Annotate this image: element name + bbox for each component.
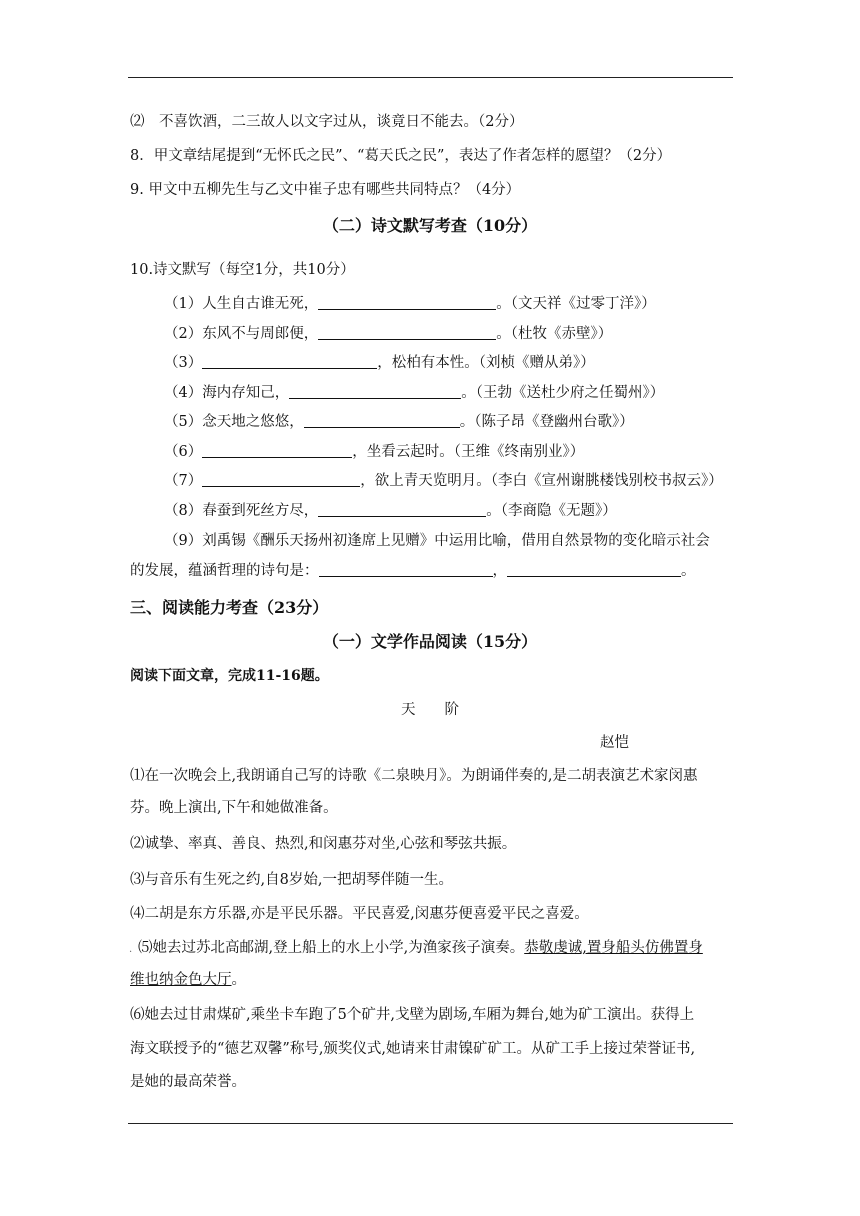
answer-blank[interactable] bbox=[202, 354, 377, 369]
paragraph-2: ⑵诚挚、率真、善良、热烈,和闵惠芬对坐,心弦和琴弦共振。 bbox=[130, 836, 517, 852]
article-title: 天 阶 bbox=[401, 702, 459, 718]
paragraph-text: 。 bbox=[231, 972, 246, 988]
paragraph-text: ⑸她去过苏北高邮湖,登上船上的水上小学,为渔家孩子演奏。 bbox=[138, 940, 525, 956]
item-source: ，松柏有本性。（刘桢《赠从弟》） bbox=[377, 355, 595, 371]
footer-rule bbox=[128, 1123, 733, 1124]
dictation-item-8 bbox=[164, 501, 617, 521]
paragraph-6-line-2: 海文联授予的“德艺双馨”称号,颁奖仪式,她请来甘肃镍矿矿工。从矿工手上接过荣誉证书, bbox=[130, 1041, 696, 1057]
paragraph-6-line-3: 是她的最高荣誉。 bbox=[130, 1074, 246, 1090]
part-3-subtitle: （一）文学作品阅读（15分） bbox=[322, 632, 538, 651]
paragraph-5-line-1 bbox=[138, 938, 703, 958]
section-2-title: （二）诗文默写考查（10分） bbox=[322, 216, 538, 235]
item-end: 。 bbox=[681, 563, 696, 579]
dictation-item-7 bbox=[164, 471, 723, 491]
dictation-item-4 bbox=[164, 383, 664, 403]
item-text: （1）人生自古谁无死， bbox=[164, 296, 319, 312]
underlined-sentence: 恭敬虔诚,置身船头仿佛置身 bbox=[524, 940, 703, 956]
underlined-sentence: 维也纳金色大厅 bbox=[130, 972, 232, 988]
dictation-item-9-line-2 bbox=[130, 561, 696, 581]
item-text: （3） bbox=[164, 355, 203, 371]
item-text: （8）春蚕到死丝方尽， bbox=[164, 503, 319, 519]
article-author: 赵恺 bbox=[600, 735, 629, 751]
reading-instruction: 阅读下面文章，完成11-16题。 bbox=[130, 668, 329, 684]
dictation-item-5 bbox=[164, 412, 634, 432]
item-source: ，欲上青天览明月。（李白《宣州谢朓楼饯别校书叔云》） bbox=[360, 473, 723, 489]
part-3-title: 三、阅读能力考查（23分） bbox=[130, 598, 329, 617]
paragraph-1-line-2: 芬。晚上演出,下午和她做准备。 bbox=[130, 800, 338, 816]
item-source: 。（王勃《送杜少府之任蜀州》） bbox=[461, 385, 665, 401]
item-source: 。（李商隐《无题》） bbox=[486, 503, 617, 519]
paragraph-6-line-1: ⑹她去过甘肃煤矿,乘坐卡车跑了5个矿井,戈壁为剧场,车厢为舞台,她为矿工演出。获得上 bbox=[130, 1007, 695, 1023]
item-text: 的发展，蕴涵哲理的诗句是： bbox=[130, 563, 319, 579]
answer-blank[interactable] bbox=[202, 443, 352, 458]
answer-blank[interactable] bbox=[318, 325, 496, 340]
question-9: 9. 甲文中五柳先生与乙文中崔子忠有哪些共同特点？（4分） bbox=[130, 182, 521, 198]
answer-blank[interactable] bbox=[507, 562, 681, 577]
question-prev-2: ⑵ 不喜饮酒，二三故人以文字过从，谈竟日不能去。（2分） bbox=[130, 114, 524, 130]
item-separator: ， bbox=[492, 563, 507, 579]
paragraph-4: ⑷二胡是东方乐器,亦是平民乐器。平民喜爱,闵惠芬便喜爱平民之喜爱。 bbox=[130, 906, 589, 922]
item-source: ，坐看云起时。（王维《终南别业》） bbox=[352, 444, 585, 460]
item-source: 。（文天祥《过零丁洋》） bbox=[496, 296, 656, 312]
item-text: （5）念天地之悠悠， bbox=[164, 414, 304, 430]
answer-blank[interactable] bbox=[318, 502, 486, 517]
dictation-item-1 bbox=[164, 294, 656, 314]
dictation-item-9-line-1: （9）刘禹锡《酬乐天扬州初逢席上见赠》中运用比喻，借用自然景物的变化暗示社会 bbox=[164, 533, 710, 549]
paragraph-1-line-1: ⑴在一次晚会上,我朗诵自己写的诗歌《二泉映月》。为朗诵伴奏的,是二胡表演艺术家闵惠 bbox=[130, 768, 698, 784]
stray-mark: . bbox=[129, 944, 133, 955]
item-source: 。（陈子昂《登幽州台歌》） bbox=[459, 414, 634, 430]
paragraph-5-line-2 bbox=[130, 970, 246, 990]
answer-blank[interactable] bbox=[304, 413, 460, 428]
answer-blank[interactable] bbox=[202, 472, 360, 487]
dictation-item-3 bbox=[164, 353, 595, 373]
header-rule bbox=[128, 77, 733, 78]
answer-blank[interactable] bbox=[289, 384, 461, 399]
dictation-item-2 bbox=[164, 324, 612, 344]
item-text: （2）东风不与周郎便， bbox=[164, 326, 319, 342]
item-text: （4）海内存知己， bbox=[164, 385, 290, 401]
answer-blank[interactable] bbox=[318, 295, 496, 310]
item-text: （7） bbox=[164, 473, 203, 489]
item-source: 。（杜牧《赤壁》） bbox=[496, 326, 613, 342]
item-text: （6） bbox=[164, 444, 203, 460]
dictation-item-6 bbox=[164, 442, 584, 462]
question-10-title: 10.诗文默写（每空1分，共10分） bbox=[130, 262, 355, 278]
question-8: 8．甲文章结尾提到“无怀氏之民”、“葛天氏之民”，表达了作者怎样的愿望？（2分） bbox=[130, 148, 672, 164]
answer-blank[interactable] bbox=[319, 562, 493, 577]
paragraph-3: ⑶与音乐有生死之约,自8岁始,一把胡琴伴随一生。 bbox=[130, 872, 453, 888]
